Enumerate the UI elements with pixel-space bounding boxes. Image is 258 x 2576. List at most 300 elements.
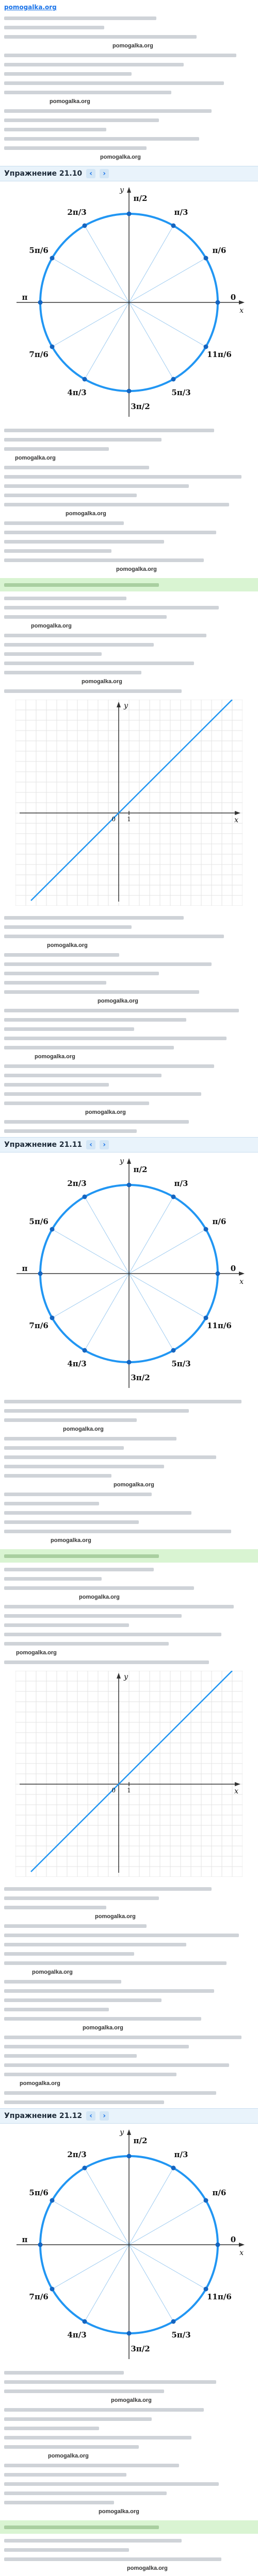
x-axis-arrow bbox=[239, 300, 245, 304]
text-line-placeholder bbox=[4, 925, 132, 929]
origin-label: 0 bbox=[111, 1787, 116, 1794]
text-line-placeholder bbox=[4, 1660, 209, 1664]
text-line bbox=[4, 2488, 254, 2498]
text-line-placeholder bbox=[4, 615, 167, 619]
y-axis-arrow bbox=[117, 1673, 121, 1679]
angle-label: 3π/2 bbox=[131, 1373, 150, 1382]
radius-line bbox=[129, 302, 206, 347]
chevron-left-icon[interactable] bbox=[86, 169, 95, 178]
angle-label: 4π/3 bbox=[67, 387, 87, 397]
x-axis-arrow bbox=[235, 1782, 240, 1786]
watermark-text: pomogalka.org bbox=[83, 2025, 123, 2031]
exercise-heading bbox=[0, 166, 258, 181]
text-line-placeholder bbox=[4, 1465, 164, 1468]
circle-point bbox=[127, 212, 132, 216]
text-line bbox=[4, 426, 254, 435]
text-line-placeholder bbox=[4, 2417, 152, 2421]
watermark-text: pomogalka.org bbox=[98, 998, 138, 1004]
text-line bbox=[4, 1930, 254, 1940]
text-line bbox=[4, 931, 254, 941]
circle-point bbox=[83, 2319, 87, 2324]
watermark-text: pomogalka.org bbox=[63, 1426, 104, 1432]
text-line-placeholder bbox=[4, 2464, 179, 2467]
circle-point bbox=[171, 2319, 176, 2324]
text-line-placeholder bbox=[4, 2436, 191, 2439]
text-line-placeholder bbox=[4, 109, 212, 113]
text-line-placeholder bbox=[4, 953, 119, 957]
text-line-placeholder bbox=[4, 2100, 164, 2104]
text-line-placeholder bbox=[4, 1642, 169, 1646]
text-line-placeholder bbox=[4, 2091, 216, 2095]
text-line bbox=[4, 1061, 254, 1071]
text-line bbox=[4, 2442, 254, 2451]
text-line bbox=[4, 23, 254, 32]
y-axis-arrow bbox=[127, 1158, 131, 1164]
angle-label: π bbox=[22, 1264, 28, 1273]
text-line bbox=[4, 500, 254, 509]
text-line bbox=[4, 1434, 254, 1443]
text-line bbox=[4, 1117, 254, 1126]
text-line-placeholder bbox=[4, 634, 206, 637]
text-line bbox=[4, 1630, 254, 1639]
text-line bbox=[4, 490, 254, 500]
circle-point bbox=[50, 2198, 55, 2203]
text-line-placeholder bbox=[4, 2063, 229, 2067]
exercise-list bbox=[0, 166, 258, 2576]
chevron-left-icon[interactable] bbox=[86, 1140, 95, 1149]
circle-point bbox=[171, 2166, 176, 2171]
radius-line bbox=[129, 226, 173, 302]
text-line-placeholder bbox=[4, 1101, 149, 1105]
text-line-placeholder bbox=[4, 1418, 137, 1422]
solution-text bbox=[0, 911, 258, 1137]
circle-point bbox=[204, 1227, 208, 1232]
text-line bbox=[4, 2060, 254, 2070]
watermark-text: pomogalka.org bbox=[15, 455, 56, 461]
radius-line bbox=[85, 2168, 129, 2245]
text-line-placeholder bbox=[4, 1605, 234, 1608]
highlight-band bbox=[0, 578, 258, 591]
text-line bbox=[4, 1517, 254, 1527]
angle-label: 0 bbox=[230, 1264, 236, 1273]
text-line-placeholder bbox=[4, 1400, 241, 1403]
watermark-text: pomogalka.org bbox=[85, 1109, 126, 1115]
text-line bbox=[4, 649, 254, 658]
exercise-title: Упражнение 21.10 bbox=[4, 170, 83, 178]
text-line-placeholder bbox=[4, 447, 109, 451]
watermark-text: pomogalka.org bbox=[116, 566, 157, 572]
text-line bbox=[4, 2414, 254, 2424]
circle-point bbox=[171, 1348, 176, 1353]
text-line-placeholder bbox=[4, 2482, 219, 2486]
text-line-placeholder bbox=[4, 466, 149, 469]
text-line bbox=[4, 668, 254, 677]
text-line-placeholder bbox=[4, 2008, 109, 2011]
text-line bbox=[4, 922, 254, 931]
text-line-placeholder bbox=[4, 1037, 227, 1040]
watermark-text: pomogalka.org bbox=[79, 1594, 120, 1600]
solution-text bbox=[0, 1563, 258, 1666]
circle-point bbox=[127, 1360, 132, 1365]
text-line-placeholder bbox=[4, 475, 241, 479]
text-line bbox=[4, 528, 254, 537]
text-line bbox=[4, 950, 254, 959]
solution-text bbox=[0, 1882, 258, 2108]
text-line bbox=[4, 969, 254, 978]
text-line-placeholder bbox=[4, 2371, 124, 2375]
text-line bbox=[4, 50, 254, 60]
text-line bbox=[4, 1471, 254, 1480]
text-line-placeholder bbox=[4, 2557, 221, 2561]
watermark-text: pomogalka.org bbox=[20, 2080, 60, 2087]
text-line-placeholder bbox=[4, 1120, 189, 1124]
highlight-band-placeholder bbox=[4, 2526, 159, 2529]
text-line-placeholder bbox=[4, 1027, 134, 1031]
text-line-placeholder bbox=[4, 540, 164, 544]
text-line bbox=[4, 2554, 254, 2564]
text-line-placeholder bbox=[4, 558, 204, 562]
text-line bbox=[4, 537, 254, 546]
text-line-placeholder bbox=[4, 1586, 194, 1590]
text-line bbox=[4, 2051, 254, 2060]
site-header bbox=[0, 0, 258, 11]
circle-point bbox=[204, 2287, 208, 2292]
text-line bbox=[4, 1489, 254, 1499]
circle-point bbox=[127, 2331, 132, 2336]
radius-line bbox=[52, 302, 129, 347]
angle-label: π/6 bbox=[212, 1217, 227, 1226]
text-line bbox=[4, 546, 254, 555]
text-line-placeholder bbox=[4, 2045, 189, 2048]
text-line-placeholder bbox=[4, 662, 194, 665]
circle-point bbox=[83, 377, 87, 382]
text-line bbox=[4, 1024, 254, 1033]
text-line-placeholder bbox=[4, 1064, 214, 1068]
circle-point bbox=[38, 1272, 43, 1276]
text-line bbox=[4, 2070, 254, 2079]
watermark-text: pomogalka.org bbox=[50, 98, 90, 105]
watermark-text: pomogalka.org bbox=[31, 623, 72, 629]
tick-label: 1 bbox=[127, 1787, 131, 1794]
watermark-text: pomogalka.org bbox=[127, 2565, 168, 2571]
circle-point bbox=[171, 1195, 176, 1199]
text-line-placeholder bbox=[4, 146, 147, 150]
text-line-placeholder bbox=[4, 63, 184, 66]
text-line-placeholder bbox=[4, 1530, 231, 1533]
text-line-placeholder bbox=[4, 2017, 201, 2021]
text-line-placeholder bbox=[4, 1896, 159, 1900]
radius-line bbox=[129, 1197, 173, 1274]
highlight-band bbox=[0, 2520, 258, 2534]
text-line-placeholder bbox=[4, 81, 224, 85]
unit-circle-diagram bbox=[10, 184, 248, 421]
text-line bbox=[4, 2014, 254, 2023]
text-line-placeholder bbox=[4, 549, 111, 553]
text-line-placeholder bbox=[4, 916, 184, 920]
unit-circle-figure bbox=[0, 181, 258, 423]
x-axis-label: x bbox=[239, 2249, 244, 2257]
exercise-title: Упражнение 21.12 bbox=[4, 2112, 83, 2120]
angle-label: 11π/6 bbox=[207, 1321, 232, 1330]
circle-point bbox=[127, 1183, 132, 1188]
text-line-placeholder bbox=[4, 1906, 106, 1909]
angle-label: 5π/6 bbox=[29, 2188, 49, 2197]
text-line bbox=[4, 1903, 254, 1912]
y-axis-label: y bbox=[124, 702, 128, 710]
circle-point bbox=[216, 1272, 220, 1276]
text-line bbox=[4, 1940, 254, 1949]
watermark-text: pomogalka.org bbox=[100, 154, 141, 160]
text-line bbox=[4, 2032, 254, 2042]
radius-line bbox=[129, 1274, 206, 1318]
text-line bbox=[4, 2088, 254, 2097]
text-line bbox=[4, 1098, 254, 1108]
text-line bbox=[4, 32, 254, 41]
radius-line bbox=[52, 1274, 129, 1318]
text-line bbox=[4, 1639, 254, 1648]
text-line-placeholder bbox=[4, 2054, 137, 2058]
chevron-left-icon[interactable] bbox=[86, 2111, 95, 2121]
text-line-placeholder bbox=[4, 1409, 189, 1413]
text-line bbox=[4, 640, 254, 649]
function-graph-line bbox=[31, 1671, 232, 1872]
circle-point bbox=[171, 377, 176, 382]
text-line bbox=[4, 555, 254, 565]
coordinate-graph bbox=[15, 700, 243, 906]
text-line-placeholder bbox=[4, 1943, 186, 1946]
text-line-placeholder bbox=[4, 1446, 124, 1450]
text-line bbox=[4, 115, 254, 125]
angle-label: π/3 bbox=[174, 208, 188, 217]
text-line-placeholder bbox=[4, 2492, 167, 2495]
watermark-text: pomogalka.org bbox=[111, 2397, 152, 2403]
watermark-text: pomogalka.org bbox=[47, 942, 88, 948]
text-line-placeholder bbox=[4, 2539, 182, 2543]
y-axis-arrow bbox=[127, 187, 131, 193]
text-line bbox=[4, 2042, 254, 2051]
text-line-placeholder bbox=[4, 1924, 147, 1928]
angle-label: 2π/3 bbox=[67, 208, 87, 217]
angle-label: 2π/3 bbox=[67, 1179, 87, 1189]
y-axis-label: y bbox=[120, 186, 124, 194]
text-line-placeholder bbox=[4, 606, 219, 609]
site-logo-link[interactable]: pomogalka.org bbox=[4, 4, 57, 11]
text-line bbox=[4, 481, 254, 490]
radius-line bbox=[85, 1197, 129, 1274]
angle-label: π/6 bbox=[212, 246, 227, 255]
text-line-placeholder bbox=[4, 128, 106, 131]
watermark-text: pomogalka.org bbox=[51, 1537, 91, 1544]
text-line bbox=[4, 1527, 254, 1536]
text-line-placeholder bbox=[4, 1493, 152, 1496]
text-line-placeholder bbox=[4, 1074, 162, 1077]
watermark-text: pomogalka.org bbox=[48, 2453, 89, 2459]
text-line-placeholder bbox=[4, 1474, 111, 1478]
angle-label: 7π/6 bbox=[29, 350, 49, 359]
text-line bbox=[4, 978, 254, 987]
angle-label: 5π/6 bbox=[29, 1217, 49, 1226]
text-line bbox=[4, 472, 254, 481]
watermark-text: pomogalka.org bbox=[16, 1650, 57, 1656]
text-line-placeholder bbox=[4, 1455, 216, 1459]
text-line bbox=[4, 1452, 254, 1462]
text-line bbox=[4, 612, 254, 621]
watermark-text: pomogalka.org bbox=[66, 511, 106, 517]
circle-point bbox=[204, 256, 208, 261]
text-line bbox=[4, 1462, 254, 1471]
solution-text bbox=[0, 2534, 258, 2576]
text-line bbox=[4, 603, 254, 612]
circle-point bbox=[83, 224, 87, 228]
function-graph-line bbox=[31, 700, 232, 901]
text-line-placeholder bbox=[4, 1568, 154, 1571]
angle-label: 5π/3 bbox=[171, 2330, 191, 2340]
solution-text bbox=[0, 1395, 258, 1549]
circle-point bbox=[204, 345, 208, 349]
text-line bbox=[4, 88, 254, 97]
text-line bbox=[4, 1089, 254, 1098]
y-axis-label: y bbox=[120, 1157, 124, 1165]
circle-point bbox=[204, 2198, 208, 2203]
circle-point bbox=[83, 2166, 87, 2171]
radius-line bbox=[129, 258, 206, 302]
text-line bbox=[4, 594, 254, 603]
text-line bbox=[4, 1986, 254, 1995]
text-line-placeholder bbox=[4, 137, 199, 141]
radius-line bbox=[85, 2245, 129, 2321]
text-line-placeholder bbox=[4, 2036, 241, 2039]
text-line-placeholder bbox=[4, 1998, 162, 2002]
highlight-band-placeholder bbox=[4, 583, 159, 587]
text-line bbox=[4, 1884, 254, 1893]
text-line-placeholder bbox=[4, 1623, 129, 1627]
text-line bbox=[4, 2377, 254, 2386]
text-line-placeholder bbox=[4, 531, 216, 534]
watermark-text: pomogalka.org bbox=[99, 2509, 139, 2515]
radius-line bbox=[129, 1274, 173, 1350]
radius-line bbox=[129, 2245, 173, 2321]
text-line bbox=[4, 2470, 254, 2479]
text-line-placeholder bbox=[4, 2445, 139, 2449]
text-line-placeholder bbox=[4, 1934, 239, 1937]
text-line-placeholder bbox=[4, 2073, 176, 2076]
radius-line bbox=[52, 1229, 129, 1274]
text-line bbox=[4, 2573, 254, 2576]
x-axis-arrow bbox=[235, 811, 240, 815]
exercise-heading bbox=[0, 2108, 258, 2124]
text-line-placeholder bbox=[4, 2548, 129, 2552]
text-line bbox=[4, 1565, 254, 1574]
angle-label: 5π/3 bbox=[171, 1359, 191, 1368]
text-line-placeholder bbox=[4, 2501, 114, 2504]
y-axis-label: y bbox=[124, 1673, 128, 1681]
watermark-text: pomogalka.org bbox=[114, 1482, 154, 1488]
text-line bbox=[4, 2479, 254, 2488]
text-line-placeholder bbox=[4, 429, 214, 432]
text-line bbox=[4, 1397, 254, 1406]
y-axis-label: y bbox=[120, 2128, 124, 2137]
text-line bbox=[4, 2405, 254, 2414]
circle-point bbox=[204, 1316, 208, 1320]
text-line bbox=[4, 1921, 254, 1930]
text-line bbox=[4, 913, 254, 922]
angle-label: π/2 bbox=[133, 2136, 148, 2145]
text-line bbox=[4, 1015, 254, 1024]
angle-label: 4π/3 bbox=[67, 2330, 87, 2340]
radius-line bbox=[85, 1274, 129, 1350]
text-line bbox=[4, 2536, 254, 2545]
angle-label: 11π/6 bbox=[207, 2292, 232, 2301]
angle-label: π bbox=[22, 293, 28, 302]
text-line-placeholder bbox=[4, 643, 154, 647]
text-line-placeholder bbox=[4, 521, 124, 525]
x-axis-arrow bbox=[239, 1272, 245, 1276]
text-line-placeholder bbox=[4, 990, 199, 994]
circle-point bbox=[171, 224, 176, 228]
text-line bbox=[4, 2545, 254, 2554]
angle-label: 3π/2 bbox=[131, 2344, 150, 2353]
radius-line bbox=[52, 2245, 129, 2289]
text-line bbox=[4, 1893, 254, 1903]
chevron-right-icon[interactable] bbox=[100, 1140, 109, 1149]
text-line bbox=[4, 1657, 254, 1666]
watermark-text: pomogalka.org bbox=[32, 1969, 73, 1975]
solution-text bbox=[0, 2366, 258, 2520]
chevron-right-icon[interactable] bbox=[100, 2111, 109, 2121]
tick-label: 1 bbox=[127, 816, 131, 823]
watermark-text: pomogalka.org bbox=[95, 1913, 136, 1920]
watermark-text: pomogalka.org bbox=[35, 1054, 75, 1060]
angle-label: 7π/6 bbox=[29, 2292, 49, 2301]
text-line bbox=[4, 1611, 254, 1620]
text-line-placeholder bbox=[4, 1980, 121, 1984]
text-line-placeholder bbox=[4, 91, 171, 94]
text-line-placeholder bbox=[4, 1092, 201, 1096]
text-line bbox=[4, 143, 254, 152]
text-line-placeholder bbox=[4, 981, 106, 985]
text-line bbox=[4, 1415, 254, 1425]
text-line bbox=[4, 463, 254, 472]
angle-label: 5π/3 bbox=[171, 387, 191, 397]
text-line bbox=[4, 2005, 254, 2014]
text-line-placeholder bbox=[4, 1129, 137, 1133]
circle-point bbox=[50, 256, 55, 261]
text-line bbox=[4, 444, 254, 453]
text-line bbox=[4, 1033, 254, 1043]
text-line bbox=[4, 686, 254, 694]
text-line bbox=[4, 1574, 254, 1583]
text-line-placeholder bbox=[4, 503, 229, 506]
text-line-placeholder bbox=[4, 1887, 212, 1891]
text-line bbox=[4, 658, 254, 668]
circle-point bbox=[216, 2243, 220, 2247]
text-line bbox=[4, 1126, 254, 1136]
text-line-placeholder bbox=[4, 1520, 139, 1524]
text-line bbox=[4, 1508, 254, 1517]
text-line-placeholder bbox=[4, 484, 189, 488]
chevron-right-icon[interactable] bbox=[100, 169, 109, 178]
text-line bbox=[4, 1006, 254, 1015]
text-line bbox=[4, 13, 254, 23]
intro-text bbox=[0, 11, 258, 166]
angle-label: π/3 bbox=[174, 1179, 188, 1189]
text-line-placeholder bbox=[4, 2408, 204, 2412]
angle-label: 3π/2 bbox=[131, 402, 150, 411]
circle-point bbox=[50, 345, 55, 349]
graph-figure bbox=[0, 1666, 258, 1882]
angle-label: π/6 bbox=[212, 2188, 227, 2197]
watermark-text: pomogalka.org bbox=[82, 679, 122, 685]
